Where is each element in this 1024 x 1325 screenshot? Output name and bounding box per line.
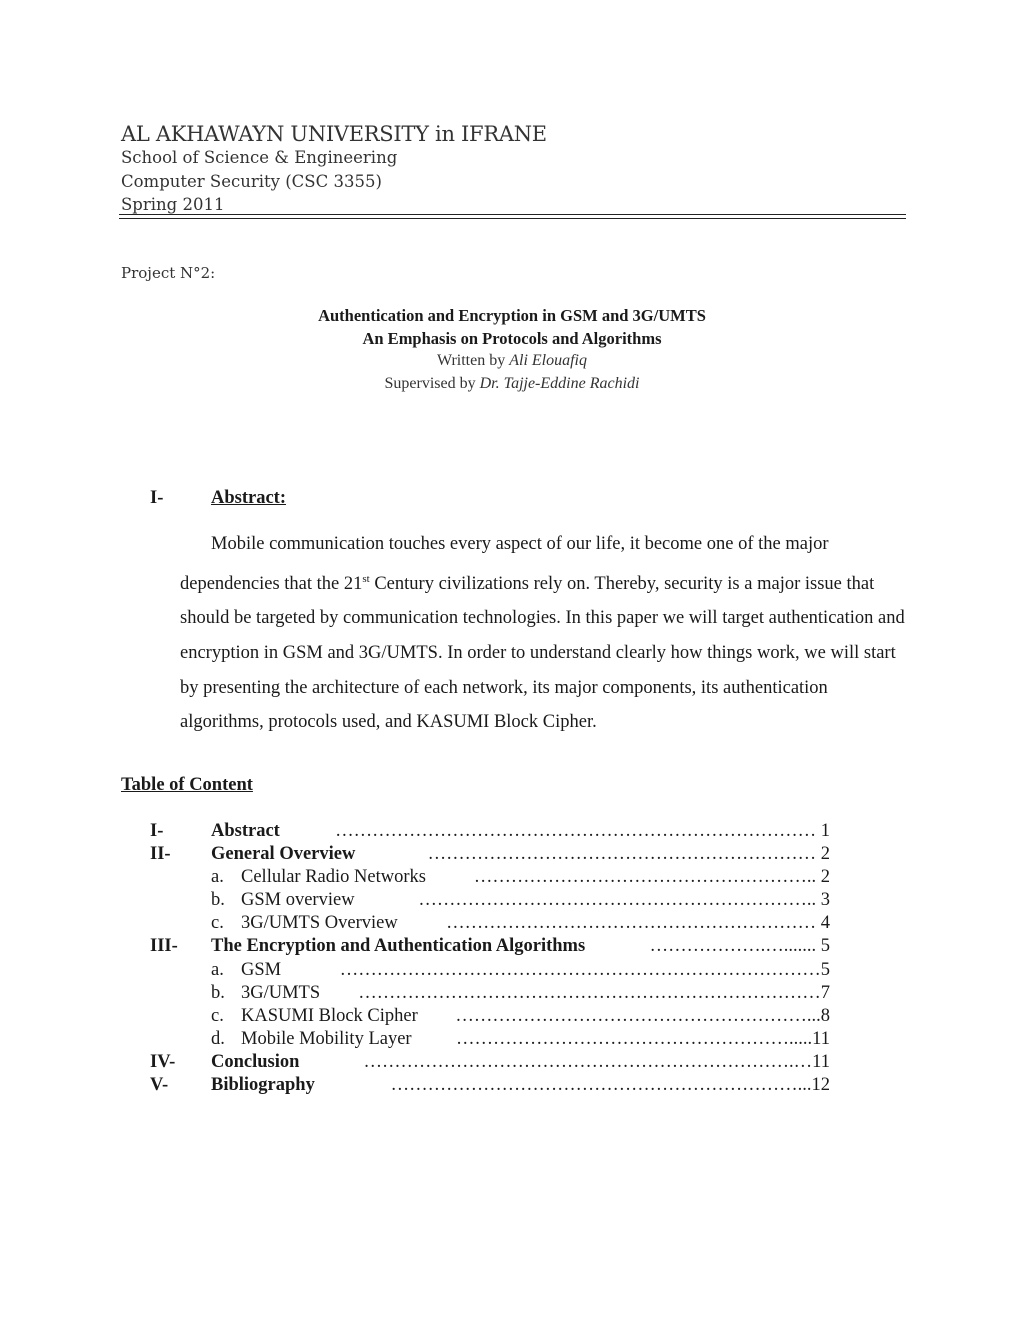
title-line-1: Authentication and Encryption in GSM and 3G/UMTS — [318, 306, 706, 325]
term: Spring 2011 — [121, 195, 225, 214]
section-heading: Abstract: — [211, 488, 287, 508]
toc-label: Conclusion — [211, 1051, 300, 1072]
supervisor-name: Dr. Tajje-Eddine Rachidi — [479, 375, 640, 392]
author-name: Ali Elouafiq — [509, 352, 587, 369]
supervised-by-label: Supervised by — [384, 375, 480, 392]
toc-label: GSM overview — [241, 890, 355, 911]
toc-label: 3G/UMTS — [241, 982, 321, 1003]
abstract-text-b: Century civilizations rely on. Thereby, security is a major issue that should be targeted by communication technologies. In this paper we will target authentication and encryption in GSM and 3G/UMTS. In order to understand clearly how things work, we will start by presenting the architecture of each network, its major components, its authentication algorithms, protocols used, and KASUMI Block Cipher. — [180, 573, 905, 733]
project-label: Project N°2: — [121, 264, 216, 282]
toc-row[interactable] — [150, 1051, 830, 1074]
toc-leader: ……………………………………………………….. 3 — [418, 890, 830, 911]
toc-row[interactable] — [150, 889, 830, 912]
toc-letter: b. — [211, 890, 225, 911]
toc-label: Abstract — [211, 821, 280, 841]
toc-leader: …………………………………………………………….…11 — [363, 1051, 830, 1072]
toc-row[interactable] — [150, 1074, 830, 1097]
toc-row[interactable] — [150, 1005, 830, 1028]
toc-number: IV- — [150, 1051, 176, 1072]
title-line-2: An Emphasis on Protocols and Algorithms — [362, 329, 662, 348]
toc-letter: a. — [211, 959, 224, 980]
toc-label: 3G/UMTS Overview — [241, 913, 398, 934]
toc-leader: ……………………………………………………… 2 — [427, 844, 830, 865]
toc-letter: c. — [211, 1005, 224, 1026]
header-rule-thin — [119, 218, 906, 219]
header-rule-thick — [119, 214, 906, 215]
toc-leader: ……………….…....... 5 — [649, 936, 830, 957]
toc-row[interactable] — [150, 935, 830, 958]
toc-leader: ……………………………………………….....11 — [456, 1028, 830, 1049]
toc-number: II- — [150, 844, 171, 865]
toc-letter: c. — [211, 913, 224, 934]
toc-label: KASUMI Block Cipher — [241, 1005, 418, 1026]
university-name: AL AKHAWAYN UNIVERSITY in IFRANE — [121, 122, 547, 146]
toc-label: Cellular Radio Networks — [241, 867, 426, 888]
written-by-label: Written by — [436, 352, 510, 369]
section-number: I- — [150, 488, 164, 508]
toc-row[interactable] — [150, 820, 830, 843]
toc-number: III- — [150, 936, 178, 957]
toc-heading: Table of Content — [121, 775, 253, 795]
author-line — [0, 352, 1024, 370]
toc-row[interactable] — [150, 982, 830, 1005]
toc-list — [150, 820, 830, 1097]
toc-row[interactable] — [150, 959, 830, 982]
abstract-paragraph — [180, 527, 915, 740]
toc-leader: …………………………………………………… 4 — [446, 913, 830, 934]
toc-label: Mobile Mobility Layer — [241, 1028, 412, 1049]
toc-label: Bibliography — [211, 1075, 315, 1096]
toc-letter: a. — [211, 867, 224, 888]
toc-label: GSM — [241, 959, 282, 980]
abstract-text-a: Mobile communication touches every aspect of our life, it become one of the major dependencies that the 21 — [180, 534, 829, 594]
toc-letter: d. — [211, 1028, 225, 1049]
supervisor-line — [0, 375, 1024, 393]
toc-row[interactable] — [150, 1028, 830, 1051]
toc-row[interactable] — [150, 912, 830, 935]
toc-label: General Overview — [211, 844, 356, 865]
course-name: Computer Security (CSC 3355) — [121, 172, 382, 191]
toc-label: The Encryption and Authentication Algorithms — [211, 936, 586, 957]
toc-leader: ……………………………………………………………………5 — [339, 959, 830, 980]
toc-number: I- — [150, 821, 164, 841]
toc-number: V- — [150, 1075, 169, 1096]
toc-row[interactable] — [150, 843, 830, 866]
toc-leader: ……………………………………………….. 2 — [473, 867, 830, 888]
abstract-superscript: st — [362, 572, 370, 585]
toc-leader: …………………………………………………………………… 1 — [335, 821, 830, 841]
toc-leader: …………………………………………………………………7 — [358, 982, 830, 1003]
school-name: School of Science & Engineering — [121, 148, 398, 167]
toc-row[interactable] — [150, 866, 830, 889]
toc-leader: …………………………………………………...8 — [455, 1005, 830, 1026]
toc-leader: …………………………………………………………...12 — [390, 1075, 830, 1096]
toc-letter: b. — [211, 982, 225, 1003]
